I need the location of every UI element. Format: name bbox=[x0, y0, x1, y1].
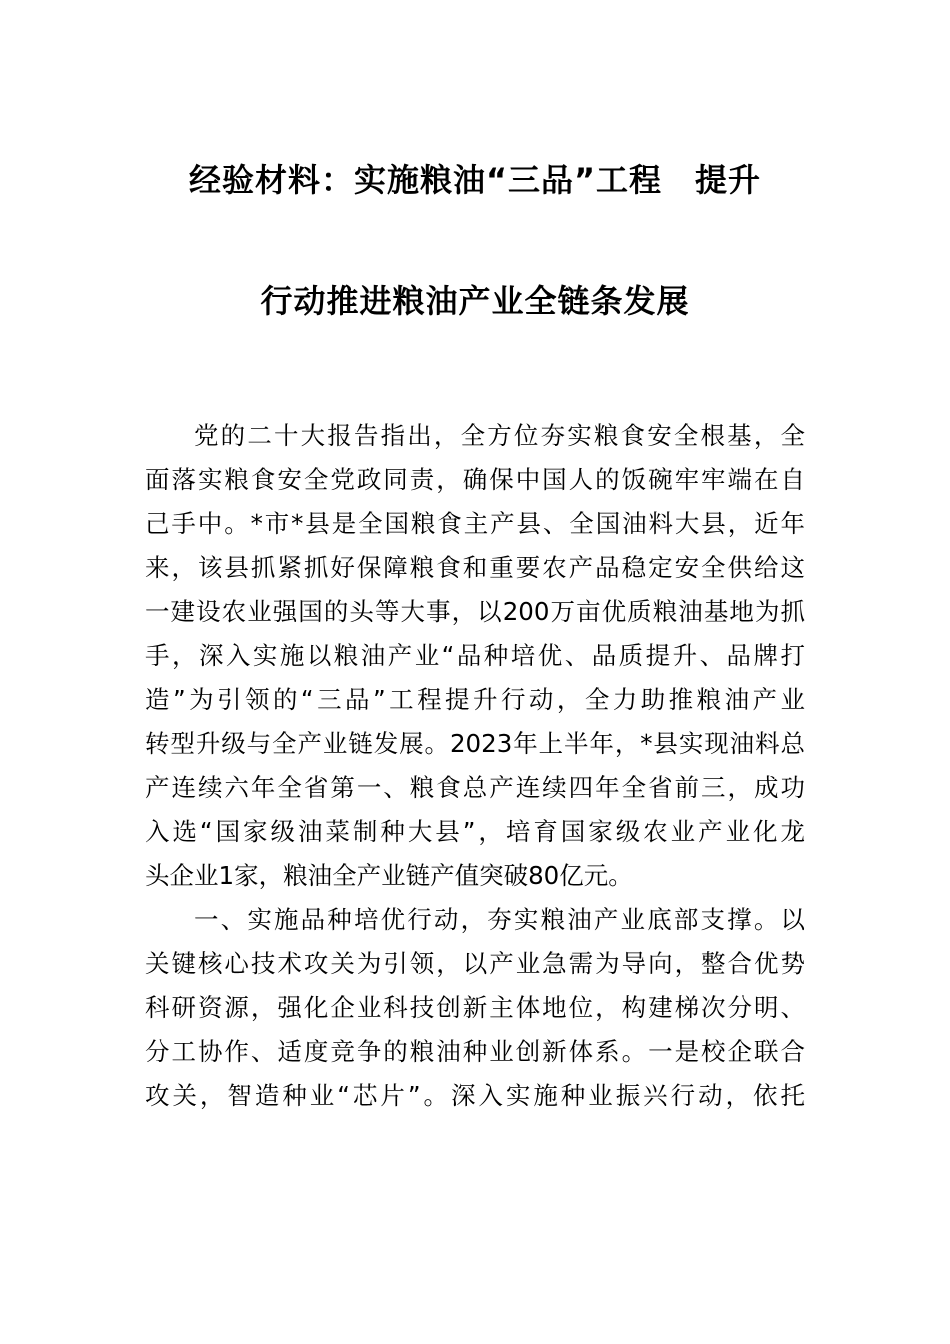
paragraph-1-line: 转型升级与全产业链发展。2023年上半年，*县实现油料总 bbox=[145, 729, 805, 758]
paragraph-2-line: 攻关，智造种业“芯片”。深入实施种业振兴行动，依托 bbox=[145, 1081, 805, 1110]
paragraph-1-line: 入选“国家级油菜制种大县”，培育国家级农业产业化龙 bbox=[145, 817, 805, 846]
document-title-line-1: 经验材料：实施粮油“三品”工程 提升 bbox=[188, 161, 762, 199]
paragraph-1-line: 头企业1家，粮油全产业链产值突破80亿元。 bbox=[145, 861, 633, 890]
document-title-line-2: 行动推进粮油产业全链条发展 bbox=[260, 282, 690, 320]
paragraph-1-line: 手，深入实施以粮油产业“品种培优、品质提升、品牌打 bbox=[145, 641, 805, 670]
paragraph-1-line: 党的二十大报告指出，全方位夯实粮食安全根基，全 bbox=[194, 421, 805, 450]
paragraph-2-line: 科研资源，强化企业科技创新主体地位，构建梯次分明、 bbox=[145, 993, 805, 1022]
document-body bbox=[145, 414, 805, 1118]
paragraph-1-line: 己手中。*市*县是全国粮食主产县、全国油料大县，近年 bbox=[145, 509, 805, 538]
paragraph-2-line: 一、实施品种培优行动，夯实粮油产业底部支撑。以 bbox=[194, 905, 805, 934]
paragraph-1-line: 面落实粮食安全党政同责，确保中国人的饭碗牢牢端在自 bbox=[145, 465, 805, 494]
paragraph-1-line: 造”为引领的“三品”工程提升行动，全力助推粮油产业 bbox=[145, 685, 805, 714]
paragraph-1-line: 一建设农业强国的头等大事，以200万亩优质粮油基地为抓 bbox=[145, 597, 805, 626]
paragraph-1-line: 产连续六年全省第一、粮食总产连续四年全省前三，成功 bbox=[145, 773, 805, 802]
paragraph-1-line: 来，该县抓紧抓好保障粮食和重要农产品稳定安全供给这 bbox=[145, 553, 805, 582]
paragraph-2-line: 关键核心技术攻关为引领，以产业急需为导向，整合优势 bbox=[145, 949, 805, 978]
paragraph-2-line: 分工协作、适度竞争的粮油种业创新体系。一是校企联合 bbox=[145, 1037, 805, 1066]
